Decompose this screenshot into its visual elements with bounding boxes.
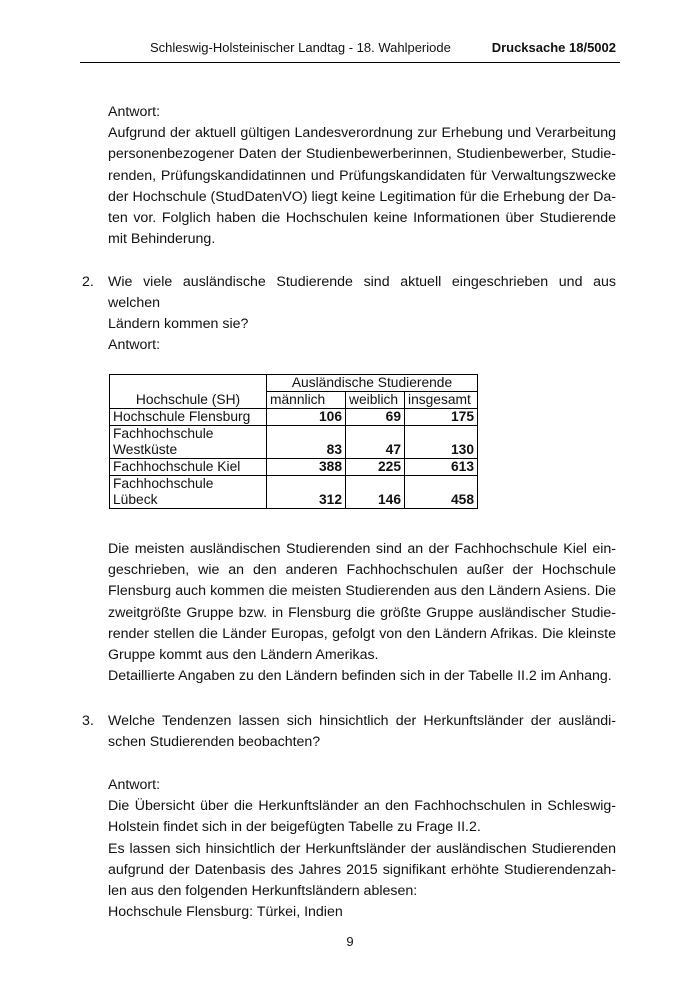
male-count: 83 [267, 426, 346, 459]
total-count: 613 [405, 459, 478, 476]
question2-number: 2. [82, 274, 94, 290]
total-count: 130 [405, 426, 478, 459]
table-corner-cell [110, 375, 267, 392]
text-line: Detaillierte Angaben zu den Ländern befinden sich in der Tabelle II.2 im Anhang. [108, 668, 612, 685]
text-line: len aus den folgenden Herkunftsländern ablesen: [108, 883, 418, 900]
text-line: Aufgrund der aktuell gültigen Landesverordnung zur Erhebung und Verarbeitung [108, 125, 616, 142]
text-line: Hochschule Flensburg: Türkei, Indien [108, 904, 343, 921]
school-name: Fachhochschule Kiel [110, 459, 267, 476]
answer-label: Antwort: [108, 777, 161, 793]
female-count: 47 [346, 426, 405, 459]
table-header-row [110, 392, 478, 409]
question3-block [108, 711, 616, 753]
table-header-row [110, 375, 478, 392]
col-male-header: männlich [267, 392, 346, 409]
col-total-header: insgesamt [405, 392, 478, 409]
answer1-block [108, 102, 616, 250]
text-line: Gruppe kommt aus den Ländern Amerikas. [108, 647, 379, 664]
question-line: Ländern kommen sie? [108, 316, 249, 333]
answer-label: Antwort: [108, 337, 161, 353]
male-count: 312 [267, 476, 346, 509]
page-header [80, 36, 620, 63]
text-line: Es lassen sich hinsichtlich der Herkunftsländer der ausländischen Studierenden [108, 840, 616, 857]
question-line: Wie viele ausländische Studierende sind aktuell eingeschrieben und aus welchen [108, 274, 616, 312]
text-line: mit Behinderung. [108, 231, 216, 248]
question-line: Welche Tendenzen lassen sich hinsichtlich der Herkunftsländer der ausländi- [108, 713, 616, 729]
document-number: Drucksache 18/5002 [491, 40, 616, 55]
group-header: Ausländische Studierende [267, 375, 478, 392]
text-line: aufgrund der Datenbasis des Jahres 2015 signifikant erhöhte Studierendenzah- [108, 861, 616, 878]
table-row [110, 409, 478, 426]
text-line: Die meisten ausländischen Studierenden sind an der Fachhochschule Kiel ein- [108, 541, 616, 557]
female-count: 69 [346, 409, 405, 426]
table-row [110, 459, 478, 476]
page-number: 9 [346, 934, 354, 949]
paragraph-foreign-students [108, 539, 616, 687]
header-title: Schleswig-Holsteinischer Landtag - 18. Wahlperiode [150, 40, 451, 55]
text-line: renden, Prüfungskandidatinnen und Prüfungskandidaten für Verwaltungszwecke [108, 167, 616, 184]
female-count: 225 [346, 459, 405, 476]
text-line: Flensburg auch kommen die meisten Studierenden aus den Ländern Asiens. Die [108, 583, 616, 600]
col-school-header: Hochschule (SH) [110, 392, 267, 409]
question3-answer-block [108, 775, 616, 923]
female-count: 146 [346, 476, 405, 509]
question-line: schen Studierenden beobachten? [108, 734, 321, 751]
question2-block [108, 272, 616, 336]
text-line: geschrieben, wie an den anderen Fachhochschulen außer der Hochschule [108, 562, 616, 579]
foreign-students-table [109, 374, 478, 509]
total-count: 175 [405, 409, 478, 426]
table-row [110, 476, 478, 509]
school-name: Hochschule Flensburg [110, 409, 267, 426]
text-line: zweitgrößte Gruppe bzw. in Flensburg die größte Gruppe ausländischer Studie- [108, 604, 616, 621]
text-line: personenbezogener Daten der Studienbewerberinnen, Studienbewerber, Studie- [108, 146, 616, 163]
answer-label: Antwort: [108, 104, 161, 120]
school-name: Fachhochschule Lübeck [110, 476, 267, 509]
text-line: Die Übersicht über die Herkunftsländer an den Fachhochschulen in Schleswig- [108, 798, 616, 815]
text-line: Holstein findet sich in der beigefügten Tabelle zu Frage II.2. [108, 819, 481, 836]
question3-number: 3. [82, 713, 94, 729]
school-name: Fachhochschule Westküste [110, 426, 267, 459]
col-female-header: weiblich [346, 392, 405, 409]
male-count: 388 [267, 459, 346, 476]
total-count: 458 [405, 476, 478, 509]
text-line: der Hochschule (StudDatenVO) liegt keine Legitimation für die Erhebung der Da- [108, 188, 616, 205]
text-line: render stellen die Länder Europas, gefolgt von den Ländern Afrikas. Die kleinste [108, 625, 616, 642]
table-row [110, 426, 478, 459]
text-line: ten vor. Folglich haben die Hochschulen keine Informationen über Studierende [108, 210, 616, 227]
male-count: 106 [267, 409, 346, 426]
question2-answer-label-block [108, 335, 616, 356]
